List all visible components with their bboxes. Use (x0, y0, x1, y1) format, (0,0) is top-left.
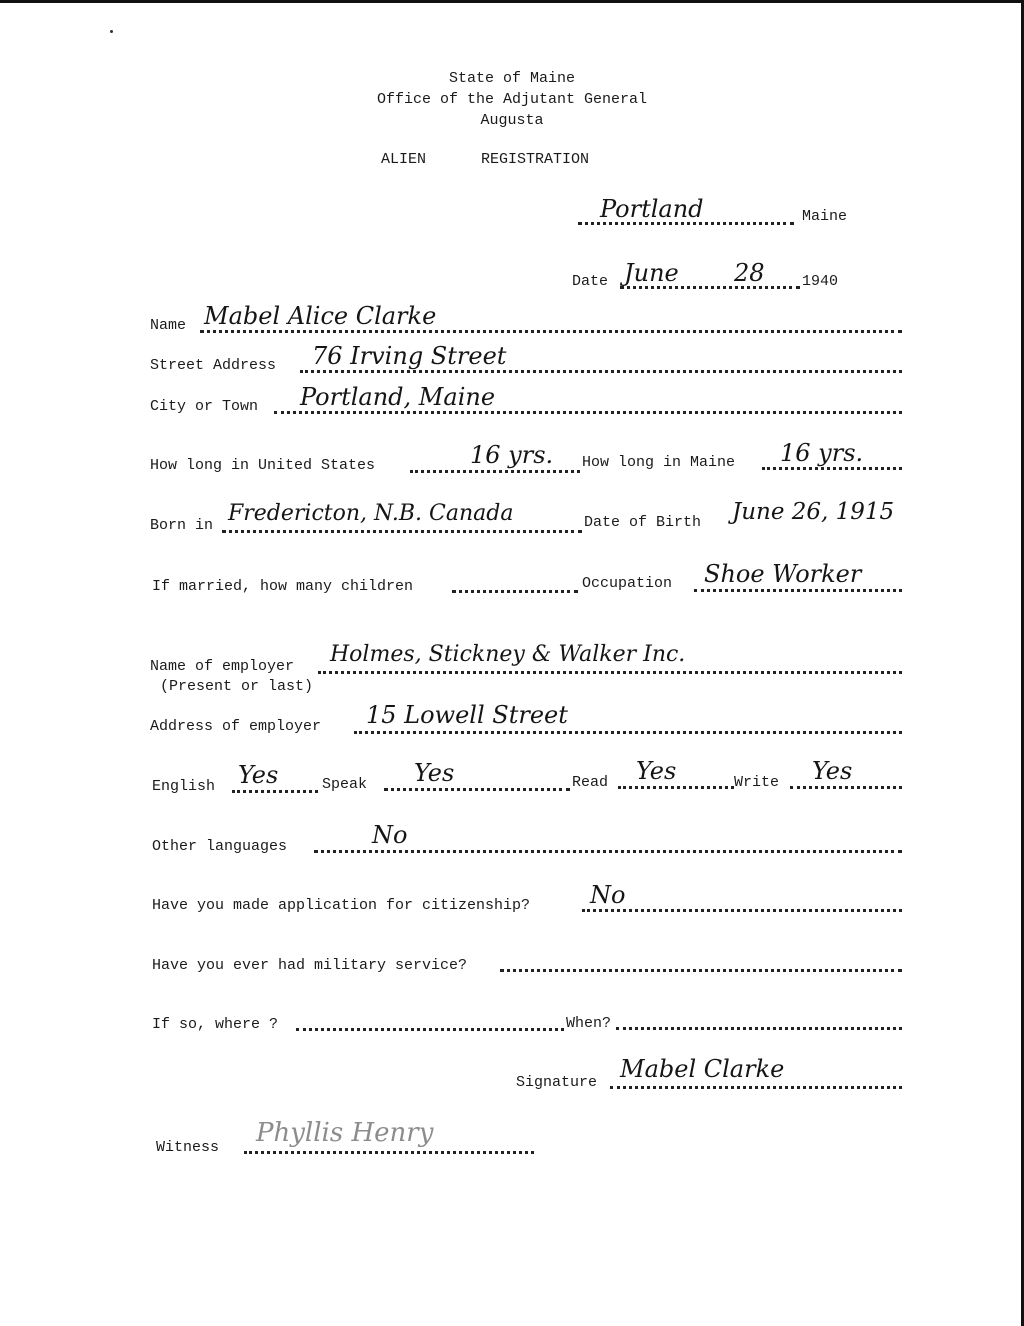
where-line (296, 1028, 564, 1031)
read-label: Read (572, 774, 609, 791)
date-year: 1940 (802, 273, 839, 290)
dob-label: Date of Birth (584, 514, 702, 531)
signature-value: Mabel Clarke (620, 1055, 785, 1083)
name-value: Mabel Alice Clarke (204, 302, 437, 330)
other-languages-label: Other languages (152, 838, 288, 855)
write-line (790, 786, 902, 789)
date-label: Date (572, 273, 609, 290)
other-languages-value: No (372, 821, 408, 849)
employer-line (318, 671, 902, 674)
date-day-handwritten: 28 (734, 259, 765, 287)
military-line (500, 969, 902, 972)
when-line (616, 1027, 902, 1030)
city-value: Portland, Maine (300, 383, 496, 411)
english-label: English (152, 778, 216, 795)
employer-address-line (354, 731, 902, 734)
header-state: State of Maine (448, 70, 576, 87)
read-value: Yes (636, 757, 677, 785)
location-handwritten: Portland (600, 195, 704, 223)
english-value: Yes (238, 761, 279, 789)
signature-line (610, 1086, 902, 1089)
maine-duration-value: 16 yrs. (780, 439, 864, 467)
street-label: Street Address (150, 357, 277, 374)
occupation-line (694, 589, 902, 592)
header-office: Office of the Adjutant General (376, 91, 648, 108)
speak-line (384, 788, 570, 791)
when-label: When? (566, 1015, 612, 1032)
occupation-value: Shoe Worker (704, 560, 862, 588)
employer-label: Name of employer (150, 658, 295, 675)
read-line (618, 786, 734, 789)
citizenship-label: Have you made application for citizenship? (152, 897, 531, 914)
english-line (232, 790, 318, 793)
signature-label: Signature (516, 1074, 598, 1091)
location-state: Maine (802, 208, 848, 225)
speak-label: Speak (322, 776, 368, 793)
employer-address-value: 15 Lowell Street (366, 701, 568, 729)
children-label: If married, how many children (152, 578, 414, 595)
title-registration: REGISTRATION (481, 151, 590, 168)
scan-speck (110, 30, 113, 33)
date-month-handwritten: June (624, 259, 679, 287)
header-city: Augusta (480, 112, 544, 129)
employer-address-label: Address of employer (150, 718, 322, 735)
occupation-label: Occupation (582, 575, 673, 592)
write-label: Write (734, 774, 780, 791)
maine-duration-label: How long in Maine (582, 454, 736, 471)
name-line (200, 330, 902, 333)
speak-value: Yes (414, 759, 455, 787)
city-line (274, 411, 902, 414)
born-in-value: Fredericton, N.B. Canada (228, 501, 514, 526)
military-label: Have you ever had military service? (152, 957, 468, 974)
scan-border-top (0, 0, 1024, 3)
name-label: Name (150, 317, 187, 334)
born-in-line (222, 530, 582, 533)
employer-sublabel: (Present or last) (160, 678, 314, 695)
citizenship-line (582, 909, 902, 912)
title-alien: ALIEN (381, 151, 427, 168)
maine-duration-line (762, 467, 902, 470)
city-label: City or Town (150, 398, 259, 415)
citizenship-value: No (590, 881, 626, 909)
dob-value: June 26, 1915 (732, 499, 895, 525)
where-label: If so, where ? (152, 1016, 279, 1033)
witness-line (244, 1151, 534, 1154)
street-line (300, 370, 902, 373)
witness-label: Witness (156, 1139, 220, 1156)
witness-value: Phyllis Henry (256, 1118, 434, 1148)
other-languages-line (314, 850, 902, 853)
employer-value: Holmes, Stickney & Walker Inc. (330, 642, 686, 667)
street-value: 76 Irving Street (312, 342, 507, 370)
write-value: Yes (812, 757, 853, 785)
born-in-label: Born in (150, 517, 214, 534)
children-line (452, 590, 578, 593)
us-duration-value: 16 yrs. (470, 441, 554, 469)
us-duration-line (410, 470, 580, 473)
us-duration-label: How long in United States (150, 457, 376, 474)
